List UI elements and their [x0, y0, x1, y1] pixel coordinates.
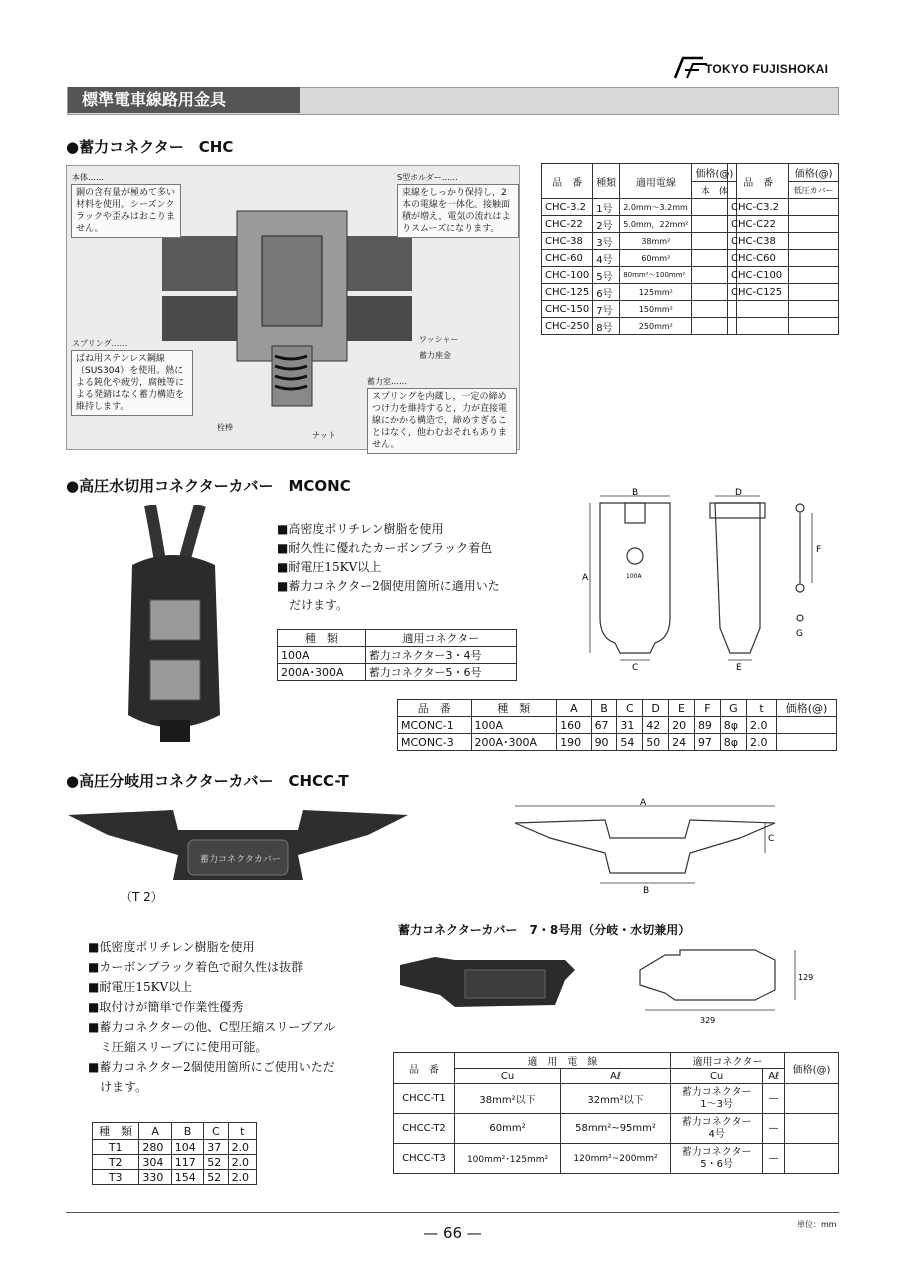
col-header: t: [228, 1123, 256, 1140]
col-header: 種 類: [471, 700, 557, 717]
dim-label-d: D: [735, 488, 742, 498]
mconc-photo: [120, 505, 225, 745]
col-header: 価格(@): [777, 700, 837, 717]
feature-item: ■蓄力コネクターの他、C型圧縮スリーブアル: [88, 1020, 336, 1034]
chc-cover-table: [727, 163, 839, 335]
table-row: CHC-38 3号 38mm²: [542, 233, 737, 250]
col-header: 価格(@): [789, 164, 839, 182]
dim-label-g: G: [796, 629, 803, 639]
mconc-section-title: ●高圧水切用コネクターカバー MCONC: [66, 477, 351, 495]
dim-h-label: 129: [798, 973, 814, 982]
dim-label-c: C: [768, 834, 775, 844]
feature-item: ■蓄力コネクター2個使用箇所にご使用いただ: [88, 1060, 335, 1074]
col-header: A: [139, 1123, 171, 1140]
feature-item: ■耐電圧15KV以上: [277, 560, 382, 574]
feature-item: ■耐久性に優れたカーボンブラック着色: [277, 541, 493, 555]
table-row: MCONC-1 100A 160 67 31 42 20 89 8φ 2.0: [398, 717, 837, 734]
chcct-drawing: [510, 798, 790, 898]
spring-label: スプリング……: [72, 339, 128, 348]
chcct-app-table: [393, 1052, 839, 1174]
dim-label-e: E: [736, 663, 742, 673]
mconc-cover-photo-icon: [120, 505, 225, 745]
chc-cutaway-figure: [66, 165, 520, 450]
body-note: 銅の含有量が極めて多い材料を使用。シーズンクラックや歪みはおこりません。: [71, 184, 181, 238]
table-row: CHC-C125: [728, 284, 839, 301]
table-row: CHC-C22: [728, 216, 839, 233]
col-header: 価格(@): [692, 164, 737, 182]
cover78-drawing: [635, 945, 820, 1025]
col-header: C: [617, 700, 643, 717]
feature-item: ■高密度ポリチレン樹脂を使用: [277, 522, 444, 536]
photo-mark: 蓄力コネクタカバー: [200, 855, 281, 865]
col-subheader: Cu: [670, 1069, 762, 1084]
chcct-dim-table: [92, 1122, 257, 1185]
page-number: — 66 —: [423, 1224, 482, 1242]
feature-item: ■取付けが簡単で作業性優秀: [88, 1000, 244, 1014]
cover78-title: 蓄力コネクターカバー 7・8号用（分岐・水切兼用）: [398, 923, 691, 937]
room-label: 蓄力室……: [367, 377, 407, 386]
mconc-app-table: [277, 629, 517, 681]
table-row: MCONC-3 200A･300A 190 90 54 50 24 97 8φ 2.0: [398, 734, 837, 751]
title-bar: [67, 87, 839, 115]
col-subheader: Aℓ: [763, 1069, 785, 1084]
spring-note: ばね用ステンレス鋼線（SUS304）を使用。熱による鈍化や疲労，腐蝕等による発錆はなく蓄力構造を維持します。: [71, 350, 193, 416]
mconc-features: [277, 520, 500, 615]
col-header: 適用コネクター: [670, 1053, 784, 1069]
col-header: 適 用 電 線: [454, 1053, 670, 1069]
feature-item: ミ圧縮スリーブにに使用可能。: [88, 1040, 268, 1054]
fujishokai-logo-icon: [673, 54, 709, 80]
dim-label-a: A: [640, 798, 647, 808]
col-header: 種 類: [278, 630, 366, 647]
col-header: 適用コネクター: [365, 630, 516, 647]
table-row: CHC-250 8号 250mm²: [542, 318, 737, 335]
table-row: CHCC-T1 38mm²以下 32mm²以下 蓄力コネクター 1～3号 —: [394, 1084, 839, 1114]
washer-label: ワッシャー: [419, 335, 459, 344]
feature-item: ■カーボンブラック着色で耐久性は抜群: [88, 960, 304, 974]
feature-item: だけます。: [277, 598, 349, 612]
chcct-features: [88, 937, 335, 1097]
holder-note: 束線をしっかり保持し，2本の電線を一体化。接触面積が増え，電気の流れはよりスムーズになります。: [397, 184, 519, 238]
cover78-photo: [395, 945, 585, 1020]
table-row: CHC-C3.2: [728, 199, 839, 216]
table-row: 200A･300A 蓄力コネクター5・6号: [278, 664, 517, 681]
brand-name: TOKYO FUJISHOKAI: [705, 62, 829, 76]
table-row: T2 304 117 52 2.0: [93, 1155, 257, 1170]
table-row: 100A 蓄力コネクター3・4号: [278, 647, 517, 664]
col-subheader: Cu: [454, 1069, 560, 1084]
brand-logo: [673, 54, 843, 80]
drawing-mark: 100A: [626, 573, 642, 580]
col-header: F: [694, 700, 720, 717]
col-header: B: [171, 1123, 203, 1140]
chcct-photo: [68, 800, 408, 895]
table-row: CHCC-T2 60mm² 58mm²~95mm² 蓄力コネクター 4号 —: [394, 1114, 839, 1144]
table-row: CHC-60 4号 60mm²: [542, 250, 737, 267]
table-row: CHC-22 2号 5.0mm，22mm²: [542, 216, 737, 233]
col-header: 品 番: [398, 700, 472, 717]
page-title: 標準電車線路用金具: [68, 87, 300, 113]
table-row: T1 280 104 37 2.0: [93, 1140, 257, 1155]
feature-item: ■蓄力コネクター2個使用箇所に適用いた: [277, 579, 500, 593]
mconc-drawing: [580, 488, 840, 673]
col-subheader: 低圧カバー: [789, 182, 839, 199]
body-label: 本体……: [72, 173, 104, 182]
unit-note: 単位：mm: [797, 1220, 837, 1229]
chc-spec-table: [541, 163, 737, 335]
table-row: CHC-100 5号 80mm²～100mm²: [542, 267, 737, 284]
table-row: CHC-3.2 1号 2.0mm～3.2mm: [542, 199, 737, 216]
chcct-cover-photo-icon: [68, 800, 408, 895]
chc-section-title: ●蓄力コネクター CHC: [66, 138, 234, 156]
col-header: 価格(@): [785, 1053, 839, 1084]
col-header: 品 番: [542, 164, 593, 199]
table-row: CHC-C100: [728, 267, 839, 284]
col-header: 種類: [593, 164, 620, 199]
col-header: A: [557, 700, 591, 717]
nut-label: ナット: [312, 431, 336, 440]
col-header: 品 番: [394, 1053, 455, 1084]
room-note: スプリングを内蔵し，一定の締めつけ力を維持すると，力が直接電線にかかる構造で，締めすぎることはなく，他わむおそれもありません。: [367, 388, 517, 454]
col-header: 品 番: [728, 164, 789, 199]
chcct-section-title: ●高圧分岐用コネクターカバー CHCC-T: [66, 772, 349, 790]
col-header: 種 類: [93, 1123, 139, 1140]
col-header: 適用電線: [620, 164, 692, 199]
col-header: t: [746, 700, 776, 717]
table-row: CHCC-T3 100mm²･125mm² 120mm²~200mm² 蓄力コネクター 5・6号 —: [394, 1144, 839, 1174]
col-subheader: Aℓ: [561, 1069, 671, 1084]
feature-item: ■低密度ポリチレン樹脂を使用: [88, 940, 255, 954]
col-header: E: [669, 700, 695, 717]
col-header: G: [720, 700, 746, 717]
table-row: [728, 301, 839, 318]
table-row: CHC-150 7号 150mm²: [542, 301, 737, 318]
feature-item: けます。: [88, 1080, 148, 1094]
holder-label: S型ホルダー……: [397, 173, 458, 182]
dim-label-f: F: [816, 545, 822, 555]
cover78-photo-icon: [395, 945, 585, 1020]
table-row: T3 330 154 52 2.0: [93, 1170, 257, 1185]
col-header: D: [643, 700, 669, 717]
footer-rule: [66, 1212, 839, 1213]
dim-label-c: C: [632, 663, 639, 673]
table-row: CHC-C60: [728, 250, 839, 267]
col-header: B: [591, 700, 617, 717]
table-row: [728, 318, 839, 335]
col-subheader: 本 体: [692, 182, 737, 199]
table-row: CHC-C38: [728, 233, 839, 250]
mconc-dim-table: [397, 699, 837, 751]
dim-label-a: A: [582, 573, 589, 583]
dim-label-b: B: [643, 886, 650, 896]
table-row: CHC-125 6号 125mm²: [542, 284, 737, 301]
feature-item: ■耐電圧15KV以上: [88, 980, 193, 994]
dim-w-label: 329: [700, 1016, 716, 1025]
col-header: C: [204, 1123, 228, 1140]
chikuryoku-ban-label: 蓄力座金: [419, 351, 451, 360]
dim-label-b: B: [632, 488, 639, 498]
photo-caption: （T 2）: [120, 890, 163, 904]
bolt-label: 栓棒: [217, 423, 233, 432]
